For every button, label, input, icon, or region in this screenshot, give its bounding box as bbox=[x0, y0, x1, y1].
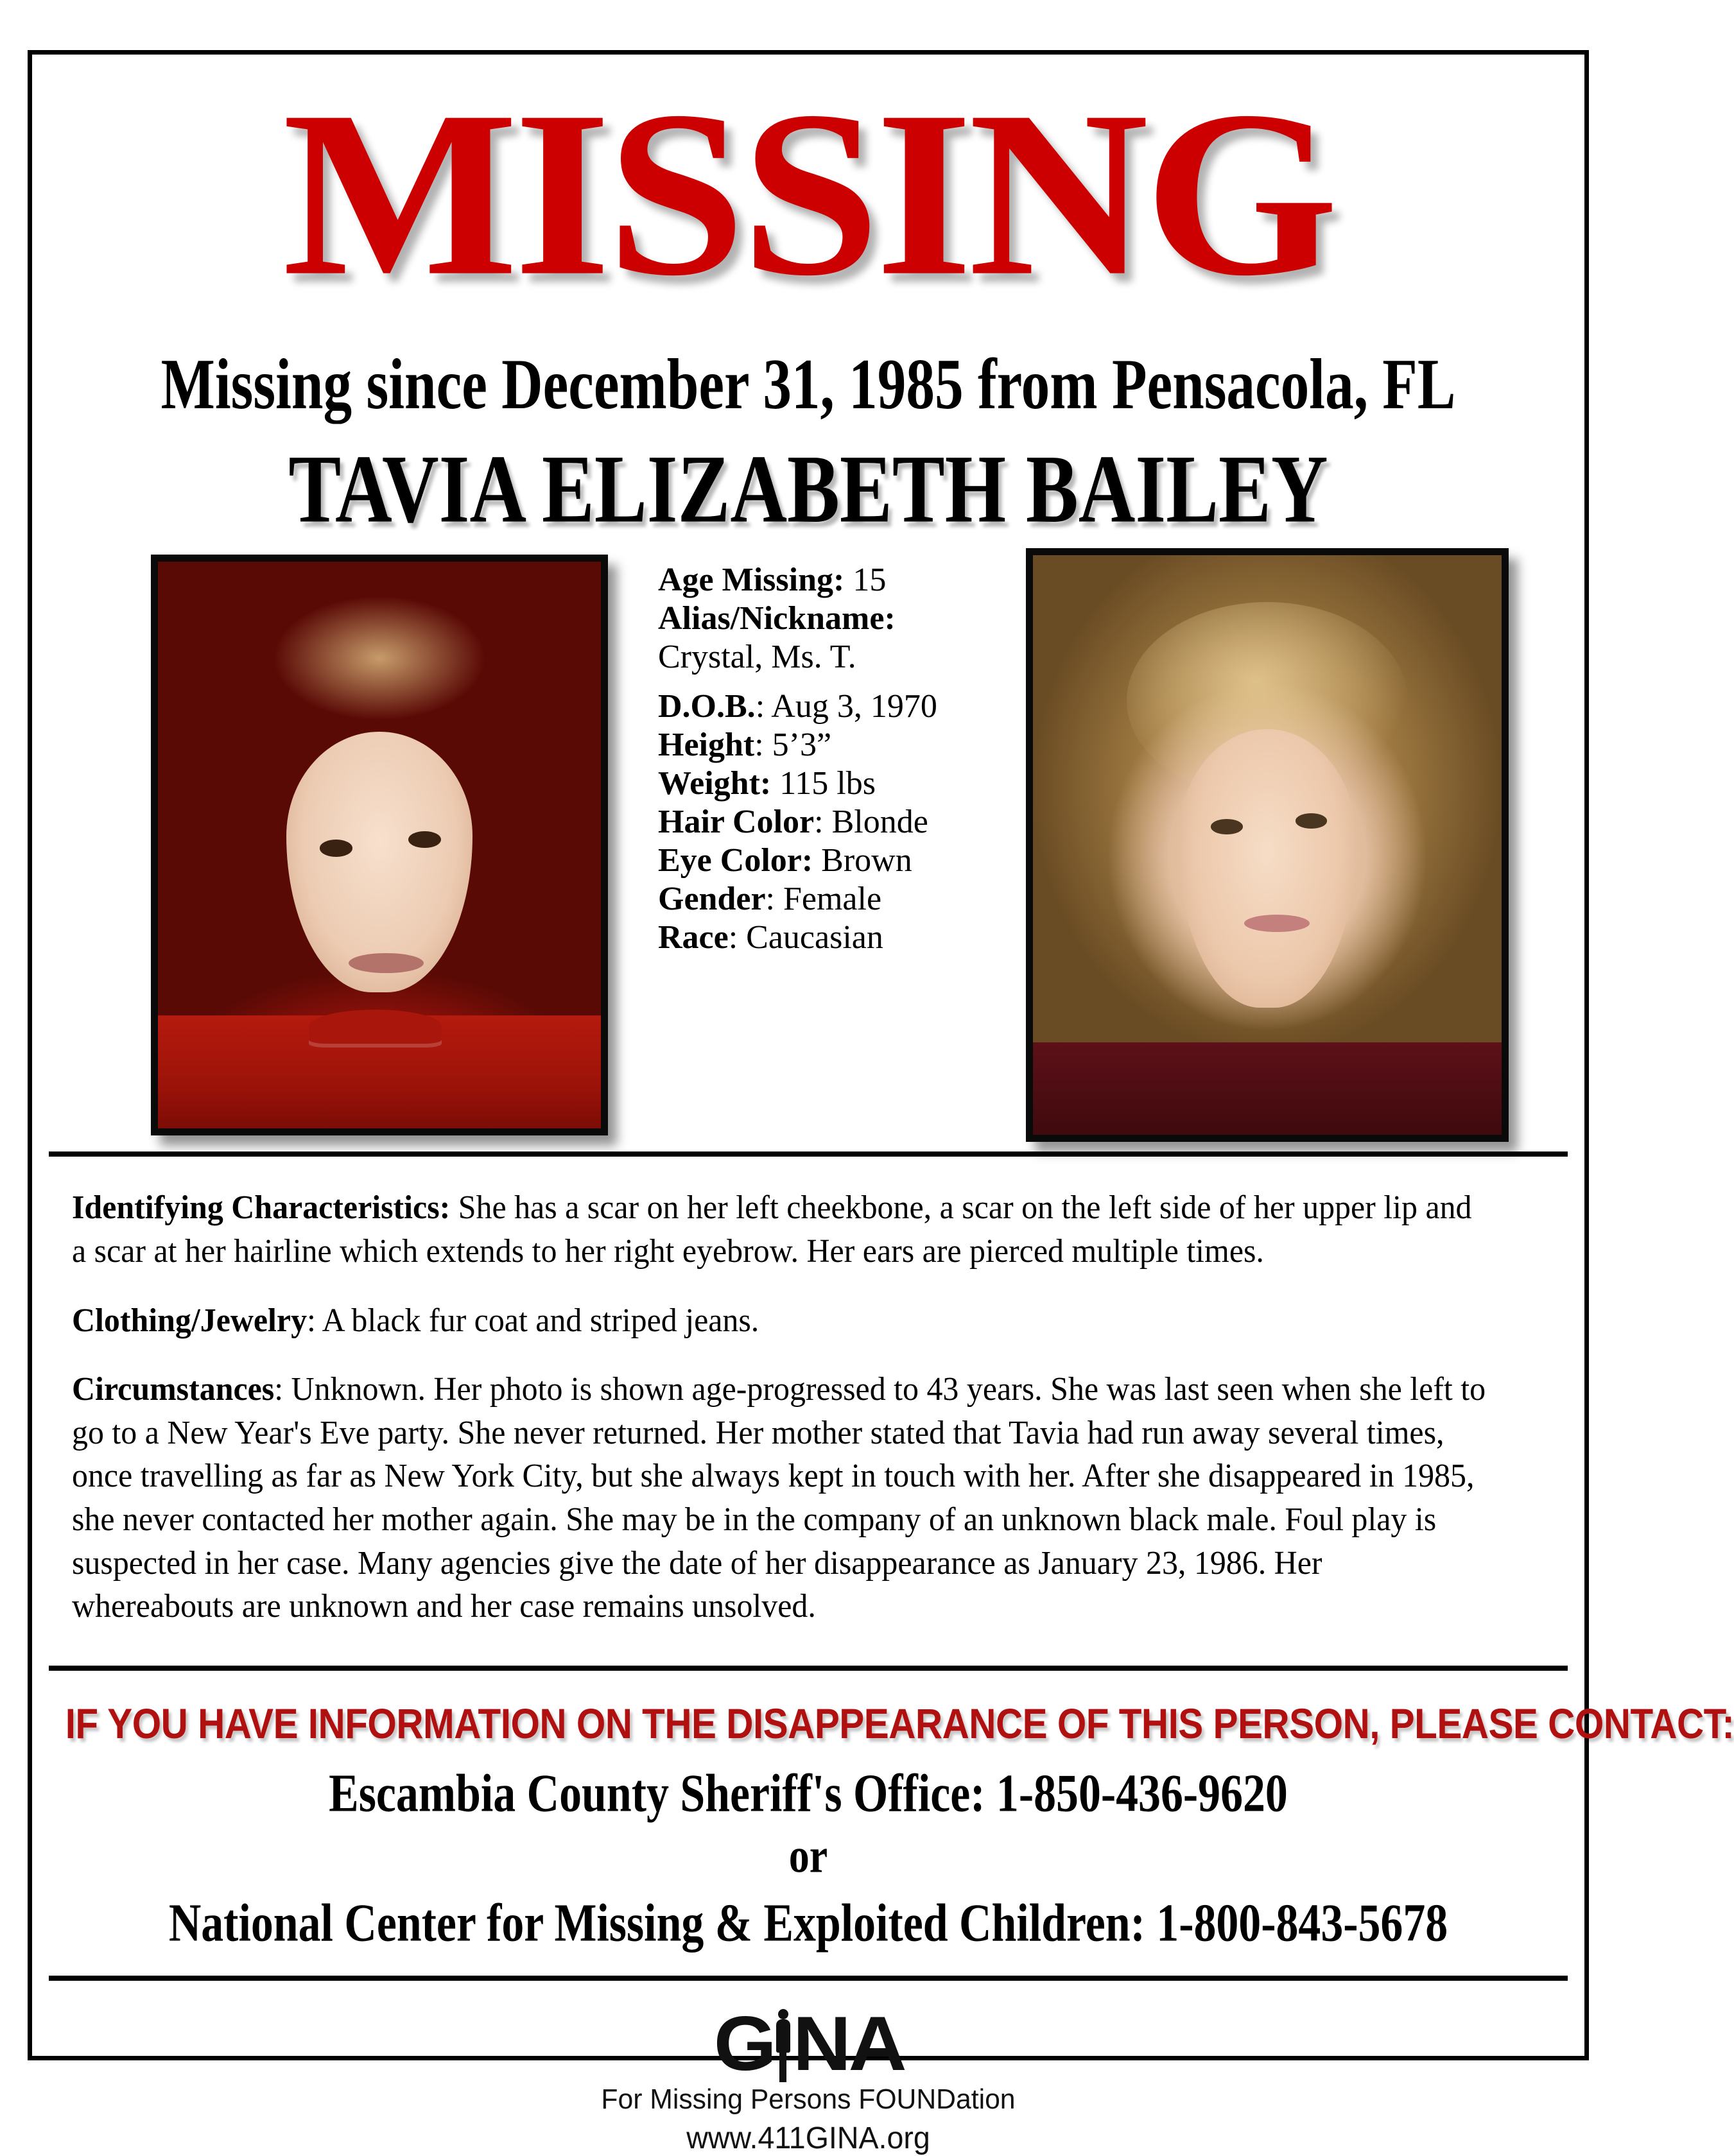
clothing bbox=[1033, 1042, 1502, 1135]
contact-banner: IF YOU HAVE INFORMATION ON THE DISAPPEARANCE OF THIS PERSON, PLEASE CONTACT: bbox=[65, 1700, 1734, 1748]
attribute-weight-label: Weight: bbox=[658, 764, 772, 802]
attribute-alias-value: Crystal, Ms. T. bbox=[658, 639, 856, 676]
eye-left bbox=[1211, 819, 1243, 834]
attribute-alias-value-row bbox=[658, 638, 1018, 677]
attribute-alias-label-row bbox=[658, 599, 1018, 638]
silhouette-body bbox=[776, 2019, 790, 2053]
gina-tagline: For Missing Persons FOUNDation bbox=[601, 2083, 1016, 2115]
attribute-age-value-text: 15 bbox=[853, 562, 887, 599]
eye-right bbox=[408, 831, 441, 848]
gina-wordmark bbox=[713, 2000, 905, 2087]
person-silhouette-icon bbox=[772, 2008, 794, 2082]
contact-agency-secondary[interactable]: National Center for Missing & Exploited Children: 1-800-843-5678 bbox=[168, 1893, 1448, 1953]
attribute-age bbox=[658, 561, 1018, 599]
identifying-characteristics-text: She has a scar on her left cheekbone, a scar on the left side of her upper lip and a scar at her hairline which extends to her right eyebrow. Her ears are pierced multiple times. bbox=[72, 1189, 1472, 1270]
identifying-characteristics-label: Identifying Characteristics: bbox=[72, 1189, 451, 1227]
face-shape bbox=[1178, 729, 1356, 1007]
eye-left bbox=[320, 840, 352, 856]
missing-person-poster bbox=[28, 50, 1734, 2155]
attribute-gender-value: : Female bbox=[765, 880, 882, 917]
missing-since-line: Missing since December 31, 1985 from Pensacola, FL bbox=[160, 344, 1456, 424]
attributes-list bbox=[658, 561, 1018, 956]
photo-young-frame bbox=[151, 555, 608, 1135]
mouth bbox=[349, 953, 424, 974]
attribute-hair-label: Hair Color bbox=[658, 803, 815, 840]
attribute-race-label: Race bbox=[658, 918, 729, 956]
attribute-age-value bbox=[844, 562, 853, 598]
attribute-race-value: : Caucasian bbox=[728, 918, 883, 956]
clothing-jewelry-text: : A black fur coat and striped jeans. bbox=[307, 1302, 759, 1339]
contact-separator: or bbox=[788, 1829, 828, 1883]
attribute-race bbox=[658, 918, 1018, 957]
attribute-dob bbox=[658, 687, 1018, 726]
divider-above-contact bbox=[49, 1666, 1568, 1671]
attribute-gender bbox=[658, 880, 1018, 918]
collar bbox=[309, 1010, 442, 1044]
attribute-age-label: Age Missing: bbox=[658, 562, 845, 599]
silhouette-head bbox=[778, 2009, 788, 2019]
divider-above-footer bbox=[49, 1976, 1568, 1981]
gina-logo-na: NA bbox=[792, 2000, 905, 2087]
circumstances bbox=[72, 1368, 1486, 1628]
divider-above-narrative bbox=[49, 1151, 1568, 1157]
attribute-height-value: : 5’3” bbox=[754, 726, 832, 763]
person-name: TAVIA ELIZABETH BAILEY bbox=[288, 435, 1328, 544]
attribute-weight bbox=[658, 764, 1018, 803]
attribute-height-label: Height bbox=[658, 726, 755, 763]
eye-right bbox=[1296, 813, 1328, 828]
attribute-hair bbox=[658, 803, 1018, 841]
hair-highlight bbox=[273, 596, 485, 720]
attribute-eye-label: Eye Color: bbox=[658, 841, 813, 879]
photo-age-progressed-frame bbox=[1026, 548, 1509, 1142]
attribute-dob-label: D.O.B. bbox=[658, 687, 756, 725]
page-title: MISSING bbox=[282, 62, 1335, 325]
identifying-characteristics bbox=[72, 1186, 1486, 1273]
photo-young bbox=[158, 562, 601, 1128]
attribute-dob-value: : Aug 3, 1970 bbox=[755, 687, 937, 725]
silhouette-legs bbox=[779, 2051, 786, 2082]
attribute-hair-value: : Blonde bbox=[814, 803, 928, 840]
attribute-weight-value: 115 lbs bbox=[771, 764, 876, 802]
spacer bbox=[658, 677, 1018, 687]
gina-logo-g: G bbox=[713, 2000, 774, 2087]
gina-url[interactable]: www.411GINA.org bbox=[686, 2121, 930, 2155]
attribute-height bbox=[658, 726, 1018, 764]
photo-age-progressed bbox=[1033, 555, 1502, 1135]
attribute-alias-label: Alias/Nickname: bbox=[658, 600, 896, 637]
contact-agency-primary[interactable]: Escambia County Sheriff's Office: 1-850-436-9620 bbox=[329, 1763, 1288, 1823]
narrative-section bbox=[32, 1186, 1584, 1628]
attribute-gender-label: Gender bbox=[658, 880, 766, 917]
contact-section bbox=[32, 1700, 1734, 1953]
circumstances-text: : Unknown. Her photo is shown age-progressed to 43 years. She was last seen when she left to go to a New Year's Eve party. She never returned. Her mother stated that Tavia had run away several times, once travelling as far as New York City, but she always kept in touch with her. After she disappeared in 1985, she never contacted her mother again. She may be in the company of an unknown black male. Foul play is suspected in her case. Many agencies give the date of her disappearance as January 23, 1986. Her whereabouts are unknown and her case remains unsolved. bbox=[72, 1371, 1486, 1625]
attribute-eye bbox=[658, 841, 1018, 880]
photos-and-attributes-row bbox=[32, 548, 1584, 1151]
gina-footer-logo bbox=[32, 2000, 1584, 2156]
attribute-eye-value: Brown bbox=[813, 841, 912, 879]
circumstances-label: Circumstances bbox=[72, 1371, 275, 1408]
clothing-jewelry bbox=[72, 1299, 1486, 1343]
clothing-jewelry-label: Clothing/Jewelry bbox=[72, 1302, 308, 1339]
